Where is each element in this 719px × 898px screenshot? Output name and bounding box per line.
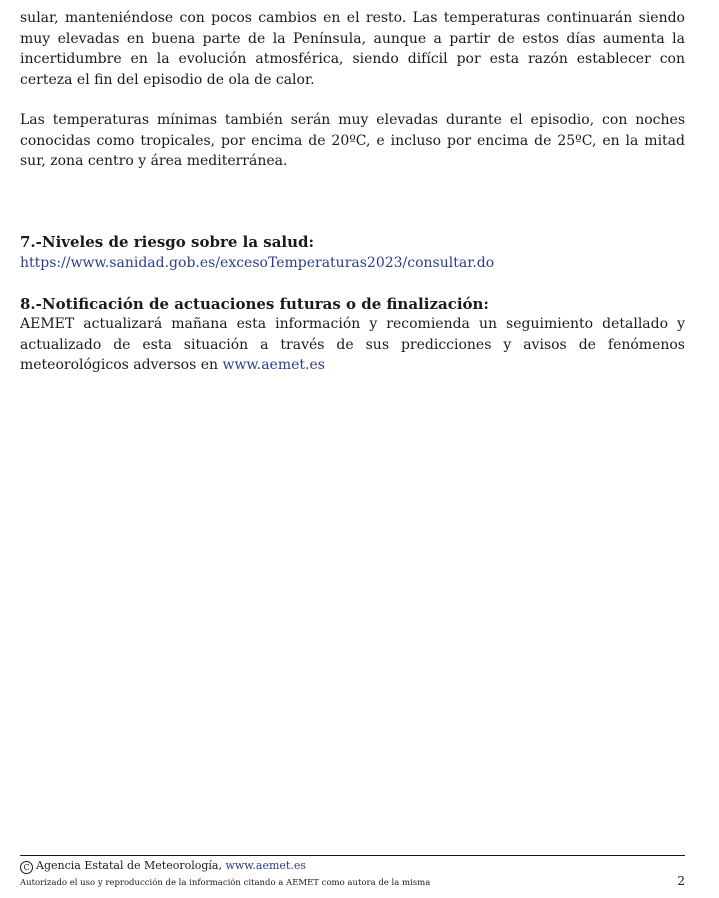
section-7-link-line	[20, 252, 685, 274]
footer-aemet-link[interactable]: www.aemet.es	[225, 859, 306, 872]
body-paragraph-1: sular, manteniéndose con pocos cambios en el resto. Las temperaturas continuarán siendo muy elevadas en buena parte de la Península, aunque a partir de estos días aumenta la incertidumbre en la evolución atmosférica, siendo difícil por esta razón establecer con certeza el fin del episodio de ola de calor.	[20, 10, 685, 88]
footer-copyright	[20, 859, 306, 874]
section-8-heading: 8.-Notificación de actuaciones futuras o de finalización:	[20, 295, 489, 313]
section-8-body: AEMET actualizará mañana esta información y recomienda un seguimiento detallado y actualizado de esta situación a través de sus predicciones y avisos de fenómenos meteorológicos adversos en	[20, 316, 685, 373]
aemet-link[interactable]: www.aemet.es	[222, 357, 325, 373]
section-7-heading: 7.-Niveles de riesgo sobre la salud:	[20, 233, 315, 251]
footer-authorization: Autorizado el uso y reproducción de la información citando a AEMET como autora de la misma	[20, 878, 431, 888]
section-8-text	[20, 314, 685, 376]
document-page	[20, 0, 685, 898]
section-health-risk	[20, 232, 685, 274]
sanidad-link[interactable]: https://www.sanidad.gob.es/excesoTemperaturas2023/consultar.do	[20, 255, 495, 271]
body-paragraph-2: Las temperaturas mínimas también serán muy elevadas durante el episodio, con noches conocidas como tropicales, por encima de 20ºC, e incluso por encima de 25ºC, en la mitad sur, zona centro y área mediterránea.	[20, 112, 685, 169]
copyright-icon: C	[20, 861, 33, 874]
footer-agency: Agencia Estatal de Meteorología,	[36, 859, 226, 872]
section-future-actions	[20, 294, 685, 376]
footer-divider	[20, 855, 685, 856]
page-number: 2	[677, 874, 685, 888]
